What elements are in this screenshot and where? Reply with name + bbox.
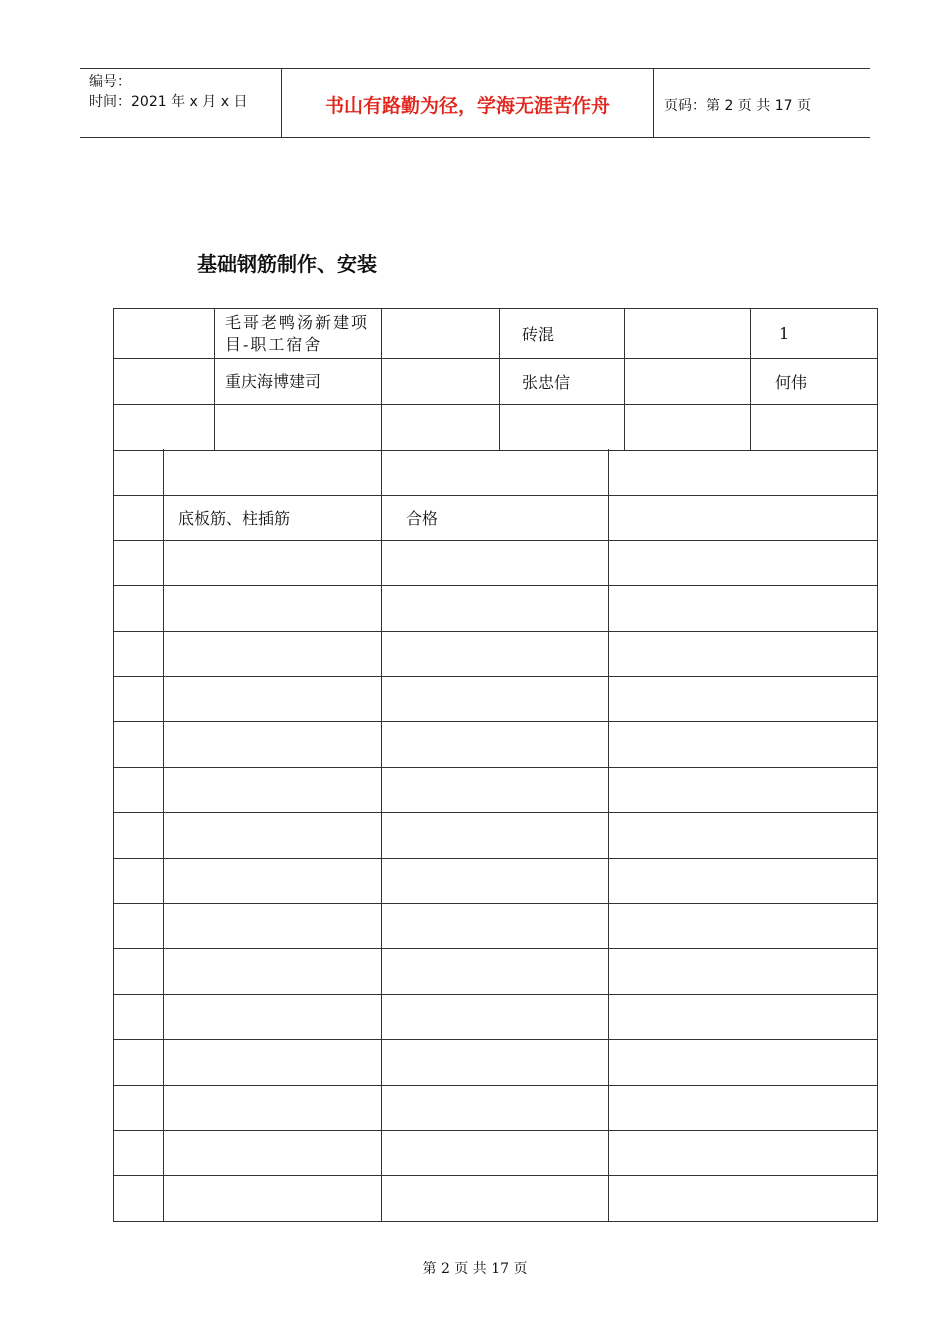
- table-cell: [382, 994, 609, 1039]
- table-cell: [164, 767, 382, 812]
- table-cell: [114, 1040, 164, 1085]
- table-cell: [164, 1130, 382, 1175]
- info-cell: [751, 405, 878, 451]
- table-cell: [114, 586, 164, 631]
- table-cell: [382, 449, 609, 495]
- table-cell: [114, 677, 164, 722]
- check-table: [113, 449, 878, 1222]
- table-cell: [114, 813, 164, 858]
- table-cell: [164, 858, 382, 903]
- table-cell: [609, 1040, 878, 1085]
- table-row: [114, 677, 878, 722]
- table-row: [114, 949, 878, 994]
- info-cell: [625, 405, 751, 451]
- table-cell: [609, 540, 878, 585]
- table-row: [114, 540, 878, 585]
- info-cell: [751, 359, 878, 405]
- table-cell: [609, 449, 878, 495]
- info-cell: [625, 309, 751, 359]
- table-row: [114, 767, 878, 812]
- info-cell: [500, 359, 625, 405]
- table-cell: [164, 1040, 382, 1085]
- table-cell: [609, 904, 878, 949]
- table-cell: [164, 722, 382, 767]
- table-cell: [114, 449, 164, 495]
- info-cell: [382, 359, 500, 405]
- table-cell: [382, 904, 609, 949]
- table-row: [114, 858, 878, 903]
- technical-lead: 何伟: [775, 373, 808, 392]
- table-cell: [382, 949, 609, 994]
- table-cell: [609, 677, 878, 722]
- info-row: [114, 405, 878, 451]
- table-cell: [609, 631, 878, 676]
- info-cell: [114, 405, 215, 451]
- info-table: [113, 308, 878, 451]
- header-page-label: 页码：第 2 页 共 17 页: [664, 98, 811, 114]
- cell-text: 底板筋、柱插筋: [178, 509, 291, 529]
- table-cell: [114, 904, 164, 949]
- table-cell: [382, 722, 609, 767]
- construction-company: 重庆海博建司: [225, 371, 322, 391]
- serial-label: 编号：: [89, 74, 131, 90]
- table-row: [114, 631, 878, 676]
- table-row: [114, 813, 878, 858]
- table-cell: [114, 631, 164, 676]
- info-cell: [215, 309, 382, 359]
- table-cell: [164, 540, 382, 585]
- cell-text: 合格: [406, 509, 439, 529]
- table-cell: [609, 586, 878, 631]
- info-row: [114, 359, 878, 405]
- table-cell: [609, 1085, 878, 1130]
- table-cell: [164, 1176, 382, 1221]
- info-cell: [114, 309, 215, 359]
- header-motto-cell: [282, 69, 654, 137]
- info-cell: [215, 359, 382, 405]
- floor-count: 1: [779, 324, 790, 343]
- project-manager: 张忠信: [522, 373, 571, 392]
- table-cell: [164, 1085, 382, 1130]
- table-cell: [382, 767, 609, 812]
- table-cell: [164, 449, 382, 495]
- header-page-cell: [654, 69, 870, 137]
- table-cell: [164, 994, 382, 1039]
- info-cell: [751, 309, 878, 359]
- table-cell: [114, 1085, 164, 1130]
- time-label: 时间：2021 年 x 月 x 日: [89, 94, 248, 110]
- page-header: [80, 68, 870, 138]
- table-cell: [609, 858, 878, 903]
- table-row: [114, 1040, 878, 1085]
- table-row: [114, 1085, 878, 1130]
- project-name: 毛哥老鸭汤新建项目-职工宿舍: [225, 312, 370, 354]
- table-cell: [382, 858, 609, 903]
- table-cell: [382, 677, 609, 722]
- table-row: [114, 495, 878, 540]
- table-cell: [382, 631, 609, 676]
- table-cell: [609, 495, 878, 540]
- table-cell: [609, 1176, 878, 1221]
- table-cell: [609, 767, 878, 812]
- table-cell: [114, 540, 164, 585]
- table-cell: [164, 904, 382, 949]
- table-cell: [114, 949, 164, 994]
- info-cell: [215, 405, 382, 451]
- info-cell: [382, 309, 500, 359]
- info-cell: [500, 309, 625, 359]
- table-row: [114, 994, 878, 1039]
- info-cell: [500, 405, 625, 451]
- table-cell: [382, 1176, 609, 1221]
- table-cell: [609, 949, 878, 994]
- table-cell: [609, 722, 878, 767]
- header-motto: 书山有路勤为径，学海无涯苦作舟: [324, 95, 610, 117]
- info-cell: [625, 359, 751, 405]
- table-row: [114, 586, 878, 631]
- table-cell: [382, 495, 609, 540]
- table-cell: [382, 1040, 609, 1085]
- table-cell: [382, 1085, 609, 1130]
- structure-type: 砖混: [522, 325, 555, 344]
- table-cell: [114, 994, 164, 1039]
- page-footer: 第 2 页 共 17 页: [422, 1261, 528, 1277]
- table-cell: [382, 540, 609, 585]
- info-cell: [114, 359, 215, 405]
- table-cell: [382, 813, 609, 858]
- table-cell: [164, 631, 382, 676]
- table-row: [114, 1130, 878, 1175]
- table-cell: [114, 1176, 164, 1221]
- table-cell: [164, 813, 382, 858]
- table-row: [114, 904, 878, 949]
- header-meta: [80, 69, 282, 137]
- table-cell: [114, 767, 164, 812]
- table-cell: [164, 586, 382, 631]
- document-title: 基础钢筋制作、安装: [197, 252, 377, 276]
- table-row: [114, 449, 878, 495]
- table-cell: [114, 495, 164, 540]
- table-row: [114, 1176, 878, 1221]
- table-cell: [164, 949, 382, 994]
- table-cell: [609, 1130, 878, 1175]
- table-row: [114, 722, 878, 767]
- table-cell: [609, 813, 878, 858]
- table-cell: [382, 586, 609, 631]
- table-cell: [164, 677, 382, 722]
- info-row: [114, 309, 878, 359]
- table-cell: [382, 1130, 609, 1175]
- table-cell: [114, 1130, 164, 1175]
- table-cell: [609, 994, 878, 1039]
- info-cell: [382, 405, 500, 451]
- table-cell: [114, 722, 164, 767]
- table-cell: [164, 495, 382, 540]
- table-cell: [114, 858, 164, 903]
